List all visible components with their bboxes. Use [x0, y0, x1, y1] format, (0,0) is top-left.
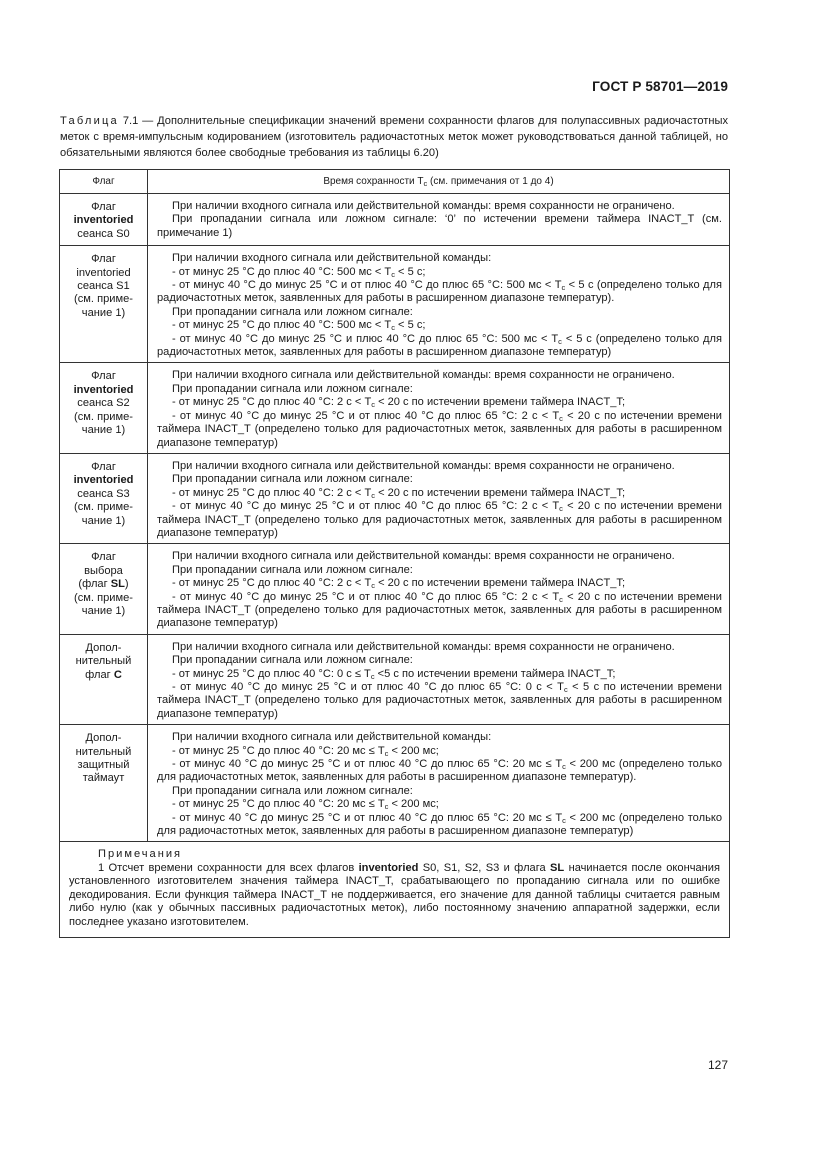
retention-line	[157, 279, 722, 306]
flag-line	[62, 605, 145, 618]
flag-text: Флаг	[91, 253, 116, 266]
retention-cell	[148, 453, 730, 543]
subscript-text: с	[561, 283, 566, 293]
retention-line	[157, 641, 722, 654]
retention-cell	[148, 246, 730, 363]
table-caption-label: Таблица	[60, 115, 119, 127]
retention-text: При пропадании сигнала или ложном сигнале:	[172, 473, 413, 486]
retention-text: < 20 с по истечении времени таймера INACT_T (определено только для радиочастотных меток, заявленных для работы в расширенном диапазоне температур)	[157, 500, 722, 539]
flag-line	[62, 384, 145, 397]
flag-text: (см. приме-	[74, 591, 133, 604]
flag-cell	[60, 246, 148, 363]
header-retention-time-note: (см. примечания от 1 до 4)	[427, 175, 554, 187]
retention-line	[157, 564, 722, 577]
retention-line	[157, 487, 722, 500]
flag-line	[62, 488, 145, 501]
retention-line	[157, 369, 722, 382]
flag-text: нительный	[75, 745, 132, 758]
subscript-text: с	[562, 762, 566, 772]
retention-text: - от минус 40 °C до минус 25 °C и от плюс 40 °C до плюс 65 °C: 2 с < T	[172, 500, 560, 513]
retention-line	[157, 668, 722, 681]
flag-line	[62, 228, 145, 241]
retention-text: < 20 с по истечении времени таймера INACT_T;	[374, 396, 626, 409]
retention-text: < 200 мс;	[388, 744, 439, 757]
page-number: 127	[707, 1058, 728, 1072]
flag-text: защитный	[77, 759, 130, 772]
flag-line	[62, 397, 145, 410]
flag-line	[62, 515, 145, 528]
note-bold-text: SL	[550, 861, 565, 874]
flag-cell	[60, 453, 148, 543]
retention-text: < 5 с (определено только для радиочастотных меток, заявленных для работы в расширенном диапазоне температур)	[157, 332, 722, 359]
flag-text: Флаг	[91, 460, 116, 473]
table-row	[60, 363, 730, 453]
header-retention-time-main: Время сохранности T	[323, 175, 424, 187]
flag-text: чание 1)	[81, 514, 126, 527]
retention-text: При наличии входного сигнала или действительной команды: время сохранности не ограничено.	[172, 459, 675, 472]
flag-text: inventoried	[73, 474, 134, 487]
flag-cell	[60, 634, 148, 724]
flag-cell	[60, 544, 148, 634]
table-row	[60, 544, 730, 634]
flag-text: (флаг	[78, 578, 111, 591]
flag-text: чание 1)	[81, 604, 126, 617]
retention-line	[157, 266, 722, 279]
flag-line	[62, 759, 145, 772]
flag-line	[62, 293, 145, 306]
retention-line	[157, 319, 722, 332]
flag-line	[62, 655, 145, 668]
retention-line	[157, 654, 722, 667]
header-retention-time-sub: с	[423, 178, 428, 188]
subscript-text: с	[559, 413, 563, 423]
flag-text: чание 1)	[81, 424, 126, 437]
note-bold-text: inventoried	[358, 861, 419, 874]
retention-line	[157, 460, 722, 473]
retention-text: При пропадании сигнала или ложном сигнале:	[172, 654, 413, 667]
retention-line	[157, 745, 722, 758]
retention-cell	[148, 194, 730, 246]
subscript-text: с	[391, 323, 395, 333]
flag-text: флаг	[85, 668, 114, 681]
retention-line	[157, 731, 722, 744]
flag-line	[62, 411, 145, 424]
retention-text: < 20 с по истечении времени таймера INACT_T (определено только для радиочастотных меток, заявленных для работы в расширенном диапазоне температур)	[157, 590, 722, 630]
flag-text: (см. приме-	[74, 293, 133, 306]
flag-line	[62, 201, 145, 214]
retention-line	[157, 213, 722, 240]
flag-cell	[60, 363, 148, 453]
retention-text: - от минус 25 °C до плюс 40 °C: 0 с ≤ T	[172, 667, 371, 680]
flag-text: нительный	[75, 655, 132, 668]
flag-text: C	[113, 668, 122, 681]
retention-cell	[148, 725, 730, 842]
flag-text: Флаг	[91, 551, 116, 564]
retention-text: <5 с по истечении времени таймера INACT_T;	[374, 667, 616, 680]
table-row	[60, 194, 730, 246]
flag-line	[62, 370, 145, 383]
retention-text: При наличии входного сигнала или действительной команды: время сохранности не ограничено.	[172, 640, 675, 653]
table-header-row	[60, 170, 730, 194]
retention-line	[157, 200, 722, 213]
flag-text: inventoried	[76, 266, 131, 279]
table-body	[60, 194, 730, 842]
retention-line	[157, 383, 722, 396]
flag-text: inventoried	[73, 383, 134, 396]
retention-text: < 200 мс (определено только для радиочастотных меток, заявленных для работы в расширенном диапазоне температур).	[157, 758, 723, 784]
table-caption	[60, 113, 728, 161]
retention-text: < 20 с по истечении времени таймера INACT_T;	[374, 577, 626, 590]
flag-text: сеанса S2	[77, 397, 130, 410]
retention-cell	[148, 363, 730, 453]
subscript-text: с	[370, 671, 375, 681]
flag-line	[62, 214, 145, 227]
retention-text: При наличии входного сигнала или действительной команды: время сохранности не ограничено.	[172, 550, 675, 563]
notes-title: Примечания	[98, 848, 183, 861]
flag-text: сеанса S3	[77, 487, 130, 500]
retention-text: При пропадании сигнала или ложном сигнале:	[172, 382, 413, 395]
retention-text: - от минус 25 °C до плюс 40 °C: 500 мс < T	[172, 319, 392, 332]
retention-line	[157, 591, 722, 631]
retention-text: При наличии входного сигнала или действительной команды: время сохранности не ограничено.	[172, 200, 675, 212]
flag-text: сеанса S0	[77, 227, 130, 240]
retention-line	[157, 785, 722, 798]
flag-text: Допол-	[85, 732, 122, 745]
flag-line	[62, 253, 145, 266]
flag-text: выбора	[84, 564, 123, 577]
retention-text: - от минус 25 °C до плюс 40 °C: 2 с < T	[172, 486, 372, 499]
subscript-text: с	[559, 504, 563, 514]
flag-line	[62, 746, 145, 759]
retention-text: При наличии входного сигнала или действительной команды: время сохранности не ограничено.	[172, 369, 675, 382]
flag-line	[62, 267, 145, 280]
retention-line	[157, 758, 722, 785]
retention-text: < 20 с по истечении времени таймера INACT_T (определено только для радиочастотных меток, заявленных для работы в расширенном диапазоне температур)	[157, 409, 722, 449]
standard-designation: ГОСТ Р 58701—2019	[592, 79, 728, 94]
flag-text: сеанса S1	[77, 280, 130, 293]
retention-line	[157, 410, 722, 450]
retention-text: - от минус 40 °C до минус 25 °C и от плюс 40 °C до плюс 65 °C: 20 мс ≤ T	[172, 758, 563, 771]
flag-cell	[60, 725, 148, 842]
subscript-text: с	[371, 400, 375, 410]
flag-text: таймаут	[82, 772, 125, 785]
retention-text: - от минус 25 °C до плюс 40 °C: 20 мс ≤ T	[172, 744, 385, 757]
retention-text: При пропадании сигнала или ложном сигнале: ‘0’ по истечении времени таймера INACT_T (см. примечание 1)	[157, 213, 722, 239]
retention-text: < 5 с (определено только для радиочастотных меток, заявленных для работы в расширенном диапазоне температур).	[157, 279, 722, 305]
retention-text: При наличии входного сигнала или действительной команды:	[172, 731, 492, 744]
table-caption-text: 7.1 — Дополнительные спецификации значений времени сохранности флагов для полупассивных радиочастотных меток с время-импульсным кодированием (изготовитель радиочастотных меток может руководствоваться данной таблицей, но обязательными являются более свободные требования из таблицы 6.20)	[60, 115, 728, 159]
subscript-text: с	[371, 581, 375, 591]
table-row	[60, 246, 730, 363]
flag-text: (см. приме-	[74, 501, 133, 514]
flag-line	[62, 578, 145, 591]
flag-line	[62, 772, 145, 785]
retention-text: - от минус 40 °C до минус 25 °C и от плюс 40 °C до плюс 65 °C: 500 мс < T	[172, 279, 562, 292]
retention-line	[157, 333, 722, 360]
flag-cell	[60, 194, 148, 246]
retention-line	[157, 500, 722, 540]
subscript-text: с	[559, 594, 563, 604]
retention-line	[157, 396, 722, 409]
flag-text: inventoried	[73, 214, 134, 227]
retention-line	[157, 306, 722, 319]
flag-line	[62, 669, 145, 682]
note-text: 1 Отсчет времени сохранности для всех флагов	[98, 861, 359, 874]
retention-text: - от минус 25 °C до плюс 40 °C: 2 с < T	[172, 577, 372, 590]
flag-line	[62, 307, 145, 320]
retention-text: - от минус 25 °C до плюс 40 °C: 500 мс < T	[172, 265, 392, 278]
flag-text: SL	[110, 578, 125, 591]
flag-line	[62, 565, 145, 578]
retention-text: - от минус 40 °C до минус 25 °C и от плюс 40 °C до плюс 65 °C: 2 с < T	[172, 590, 560, 603]
subscript-text: с	[384, 802, 389, 812]
retention-text: < 20 с по истечении времени таймера INACT_T;	[374, 486, 626, 499]
subscript-text: с	[562, 815, 566, 825]
retention-line	[157, 577, 722, 590]
retention-line	[157, 473, 722, 486]
retention-line	[157, 681, 722, 721]
flag-line	[62, 474, 145, 487]
subscript-text: с	[371, 490, 375, 500]
retention-cell	[148, 634, 730, 724]
note-text: начинается после окончания установленного изготовителем значения таймера INACT_T, срабатывающего по пропаданию сигнала или по ошибке декодирования. Если функция таймера INACT_T не поддерживается, его значение для данной таблицы считается равным либо нулю (как у обычных пассивных радиочастотных меток), либо постоянному значению аппаратной задержки, если последнее указано изготовителем.	[69, 861, 720, 928]
retention-text: При пропадании сигнала или ложном сигнале:	[172, 563, 413, 576]
table-row	[60, 634, 730, 724]
notes-row	[60, 842, 730, 937]
retention-text: < 5 с;	[394, 319, 426, 332]
retention-text: - от минус 40 °C до минус 25 °C и от плюс 40 °C до плюс 65 °C: 2 с < T	[172, 409, 560, 422]
flag-text: чание 1)	[81, 306, 126, 319]
flag-text: (см. приме-	[74, 410, 133, 423]
retention-text: - от минус 40 °C до минус 25 °C и плюс 40 °C до плюс 65 °C: 500 мс < T	[172, 332, 559, 345]
retention-text: При пропадании сигнала или ложном сигнале:	[172, 305, 413, 318]
flag-line	[62, 280, 145, 293]
retention-text: - от минус 25 °C до плюс 40 °C: 2 с < T	[172, 396, 372, 409]
flag-line	[62, 424, 145, 437]
retention-text: - от минус 25 °C до плюс 40 °C: 20 мс ≤ T	[172, 798, 385, 811]
flag-line	[62, 642, 145, 655]
retention-text: - от минус 40 °C до минус 25 °C и от плюс 40 °C до плюс 65 °C: 0 с < T	[172, 681, 564, 693]
flag-line	[62, 551, 145, 564]
subscript-text: с	[391, 269, 395, 279]
header-retention-time	[148, 170, 730, 194]
retention-cell	[148, 544, 730, 634]
notes-cell	[60, 842, 730, 937]
retention-text: При пропадании сигнала или ложном сигнале:	[172, 784, 413, 797]
retention-line	[157, 550, 722, 563]
flag-text: Флаг	[91, 370, 116, 383]
note-text: S0, S1, S2, S3 и флага	[418, 861, 551, 874]
spec-table	[59, 169, 730, 938]
retention-line	[157, 798, 722, 811]
table-row	[60, 453, 730, 543]
flag-line	[62, 732, 145, 745]
retention-text: < 200 мс;	[388, 798, 439, 811]
retention-line	[157, 812, 722, 839]
subscript-text: с	[563, 685, 568, 694]
subscript-text: с	[384, 748, 389, 758]
retention-text: - от минус 40 °C до минус 25 °C и от плюс 40 °C до плюс 65 °C: 20 мс ≤ T	[172, 811, 563, 824]
subscript-text: с	[558, 336, 562, 346]
flag-text: )	[124, 578, 129, 591]
note-1	[69, 862, 720, 929]
flag-text: Флаг	[91, 201, 116, 213]
header-flag: Флаг	[60, 170, 148, 194]
retention-text: < 5 с;	[394, 265, 426, 278]
retention-text: < 200 мс (определено только для радиочастотных меток, заявленных для работы в расширенном диапазоне температур)	[157, 811, 723, 838]
retention-text: При наличии входного сигнала или действительной команды:	[172, 252, 492, 265]
flag-text: Допол-	[85, 641, 122, 654]
retention-line	[157, 252, 722, 265]
flag-line	[62, 592, 145, 605]
flag-line	[62, 461, 145, 474]
retention-text: < 5 с по истечении времени таймера INACT_T (определено только для радиочастотных меток, заявленных для работы в расширенном диапазоне температур)	[157, 681, 722, 720]
table-row	[60, 725, 730, 842]
flag-line	[62, 501, 145, 514]
